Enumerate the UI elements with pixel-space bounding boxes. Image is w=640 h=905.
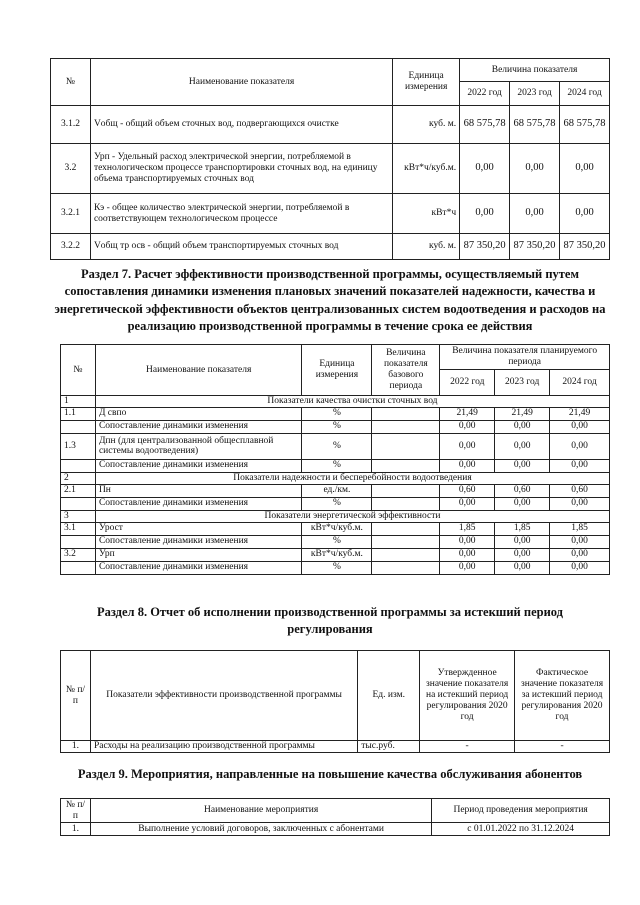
row-unit: % [302, 459, 372, 472]
table-row [61, 823, 610, 836]
row-number: 1. [61, 741, 91, 753]
row-value: 0,00 [440, 497, 495, 510]
row-unit: кВт*ч/куб.м. [302, 522, 372, 535]
col-header-year: 2023 год [510, 82, 560, 106]
row-value: 87 350,20 [460, 234, 510, 260]
group-number: 3 [61, 510, 96, 522]
row-value: 0,00 [440, 535, 495, 548]
row-name: Урост [95, 522, 302, 535]
row-number: 1.1 [61, 407, 96, 420]
row-value: 0,00 [560, 144, 610, 194]
row-number [61, 535, 96, 548]
indicators-table-top [50, 58, 610, 260]
row-value: 0,00 [440, 433, 495, 459]
table-row [51, 234, 610, 260]
row-value: 0,00 [495, 535, 550, 548]
row-name: Сопоставление динамики изменения [95, 459, 302, 472]
row-value: 0,60 [550, 484, 610, 497]
row-name: Дпн (для централизованной общесплавной системы водоотведения) [95, 433, 302, 459]
measures-table [60, 798, 610, 836]
row-base [372, 522, 440, 535]
row-value: 1,85 [495, 522, 550, 535]
row-name: Кэ - общее количество электрической энергии, потребляемой в соответствующем технологическом процессе [90, 194, 392, 234]
section-7-title: Раздел 7. Расчет эффективности производственной программы, осуществляемый путем сопоставления динамики изменения плановых значений показателей надежности, качества и энергетической эффективности объектов централизованных систем водоотведения и расходов на реализацию производственной программы в течение срока ее действия [54, 267, 606, 333]
col-header-name: Наименование мероприятия [90, 799, 431, 823]
row-base [372, 548, 440, 561]
col-header-no: № [61, 345, 96, 396]
row-number: 1.3 [61, 433, 96, 459]
col-header-name: Наименование показателя [90, 59, 392, 106]
row-number [61, 497, 96, 510]
row-value: 0,00 [495, 561, 550, 574]
row-name: Выполнение условий договоров, заключенных с абонентами [90, 823, 431, 836]
row-number: 3.2.2 [51, 234, 91, 260]
row-value: 0,00 [495, 459, 550, 472]
table-row [51, 194, 610, 234]
col-header-plan: Величина показателя планируемого периода [440, 345, 610, 370]
row-number: 3.2 [61, 548, 96, 561]
col-header-name: Наименование показателя [95, 345, 302, 396]
col-header-actual: Фактическое значение показателя за истекший период регулирования 2020 год [515, 651, 610, 741]
col-header-unit: Единица измерения [393, 59, 460, 106]
table-row [51, 106, 610, 144]
row-value: 0,00 [440, 548, 495, 561]
row-value: 87 350,20 [560, 234, 610, 260]
section-8-title: Раздел 8. Отчет об исполнении производственной программы за истекший период регулирования [97, 605, 563, 637]
table-row [61, 497, 610, 510]
row-value: 1,85 [550, 522, 610, 535]
col-header-value: Величина показателя [460, 59, 610, 82]
col-header-year: 2024 год [550, 370, 610, 396]
row-name: Сопоставление динамики изменения [95, 561, 302, 574]
col-header-year: 2024 год [560, 82, 610, 106]
group-row [61, 472, 610, 484]
table-row [51, 144, 610, 194]
row-value: 21,49 [440, 407, 495, 420]
row-base [372, 535, 440, 548]
col-header-no: № [51, 59, 91, 106]
row-approved: - [420, 741, 515, 753]
row-value: 0,00 [560, 194, 610, 234]
row-unit: тыс.руб. [358, 741, 420, 753]
row-base [372, 459, 440, 472]
row-unit: % [302, 433, 372, 459]
row-value: 0,00 [460, 144, 510, 194]
row-period: с 01.01.2022 по 31.12.2024 [432, 823, 610, 836]
row-number [61, 420, 96, 433]
row-value: 0,00 [550, 548, 610, 561]
col-header-period: Период проведения мероприятия [432, 799, 610, 823]
row-number: 1. [61, 823, 91, 836]
row-name: Пн [95, 484, 302, 497]
row-unit: % [302, 407, 372, 420]
row-value: 68 575,78 [560, 106, 610, 144]
col-header-approved: Утвержденное значение показателя на истекший период регулирования 2020 год [420, 651, 515, 741]
col-header-unit: Ед. изм. [358, 651, 420, 741]
row-number [61, 459, 96, 472]
row-value: 1,85 [440, 522, 495, 535]
row-name: Урп [95, 548, 302, 561]
row-unit: % [302, 420, 372, 433]
row-name: Сопоставление динамики изменения [95, 535, 302, 548]
row-actual: - [515, 741, 610, 753]
col-header-year: 2022 год [440, 370, 495, 396]
row-value: 21,49 [495, 407, 550, 420]
row-value: 0,00 [550, 420, 610, 433]
row-number: 3.2.1 [51, 194, 91, 234]
row-unit: кВт*ч [393, 194, 460, 234]
row-name: Сопоставление динамики изменения [95, 497, 302, 510]
row-value: 0,00 [550, 433, 610, 459]
group-title: Показатели качества очистки сточных вод [95, 396, 609, 408]
row-value: 0,00 [510, 144, 560, 194]
group-title: Показатели надежности и бесперебойности водоотведения [95, 472, 609, 484]
table-row [61, 407, 610, 420]
row-unit: кВт*ч/куб.м. [302, 548, 372, 561]
efficiency-table [60, 344, 610, 575]
table-row [61, 741, 610, 753]
row-name: Расходы на реализацию производственной программы [90, 741, 357, 753]
row-base [372, 484, 440, 497]
row-unit: % [302, 535, 372, 548]
row-value: 0,00 [440, 561, 495, 574]
row-number: 3.2 [51, 144, 91, 194]
col-header-no: № п/п [61, 799, 91, 823]
group-row [61, 510, 610, 522]
row-value: 0,60 [495, 484, 550, 497]
section-9-title: Раздел 9. Мероприятия, направленные на повышение качества обслуживания абонентов [77, 767, 583, 781]
row-name: Урп - Удельный расход электрической энергии, потребляемой в технологическом процессе транспортировки сточных вод, на единицу объема транспортируемых сточных вод [90, 144, 392, 194]
row-value: 0,00 [495, 497, 550, 510]
row-base [372, 497, 440, 510]
row-number [61, 561, 96, 574]
row-unit: % [302, 497, 372, 510]
row-value: 0,00 [460, 194, 510, 234]
col-header-year: 2023 год [495, 370, 550, 396]
row-name: Д свпо [95, 407, 302, 420]
row-base [372, 407, 440, 420]
table-row [61, 522, 610, 535]
group-title: Показатели энергетической эффективности [95, 510, 609, 522]
table-row [61, 561, 610, 574]
row-name: Сопоставление динамики изменения [95, 420, 302, 433]
row-base [372, 561, 440, 574]
row-unit: % [302, 561, 372, 574]
row-value: 0,00 [495, 420, 550, 433]
row-unit: кВт*ч/куб.м. [393, 144, 460, 194]
group-number: 2 [61, 472, 96, 484]
group-number: 1 [61, 396, 96, 408]
row-value: 0,00 [495, 433, 550, 459]
col-header-year: 2022 год [460, 82, 510, 106]
row-value: 21,49 [550, 407, 610, 420]
row-value: 0,00 [550, 497, 610, 510]
col-header-name: Показатели эффективности производственной программы [90, 651, 357, 741]
col-header-base: Величина показателя базового периода [372, 345, 440, 396]
table-row [61, 433, 610, 459]
row-number: 2.1 [61, 484, 96, 497]
table-row [61, 484, 610, 497]
row-unit: куб. м. [393, 234, 460, 260]
row-value: 68 575,78 [460, 106, 510, 144]
table-row [61, 459, 610, 472]
col-header-no: № п/п [61, 651, 91, 741]
row-name: Vобщ тр осв - общий объем транспортируемых сточных вод [90, 234, 392, 260]
row-value: 0,00 [550, 561, 610, 574]
row-value: 0,00 [440, 459, 495, 472]
report-table [60, 650, 610, 753]
row-value: 87 350,20 [510, 234, 560, 260]
row-base [372, 433, 440, 459]
row-name: Vобщ - общий объем сточных вод, подвергающихся очистке [90, 106, 392, 144]
row-base [372, 420, 440, 433]
row-value: 0,00 [495, 548, 550, 561]
group-row [61, 396, 610, 408]
row-value: 0,00 [440, 420, 495, 433]
table-row [61, 548, 610, 561]
row-value: 0,60 [440, 484, 495, 497]
row-unit: куб. м. [393, 106, 460, 144]
row-unit: ед./км. [302, 484, 372, 497]
row-value: 0,00 [510, 194, 560, 234]
row-value: 0,00 [550, 535, 610, 548]
col-header-unit: Единица измерения [302, 345, 372, 396]
table-row [61, 420, 610, 433]
row-value: 68 575,78 [510, 106, 560, 144]
row-number: 3.1.2 [51, 106, 91, 144]
table-row [61, 535, 610, 548]
row-number: 3.1 [61, 522, 96, 535]
row-value: 0,00 [550, 459, 610, 472]
